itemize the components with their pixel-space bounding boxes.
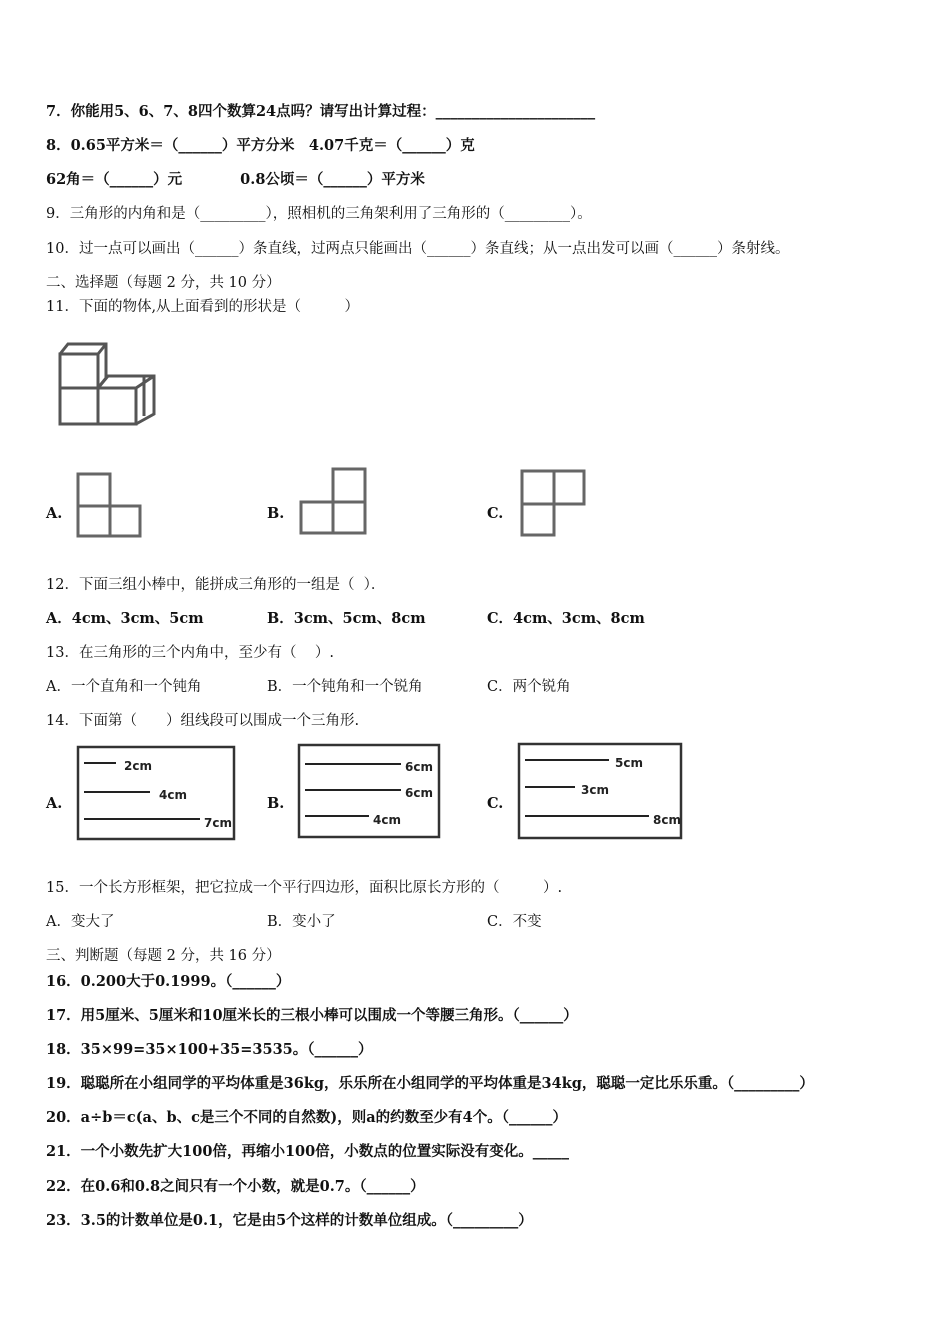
question-16: 16．0.200大于0.1999。（______）	[46, 973, 291, 990]
q11-option-a[interactable]: A.	[46, 505, 63, 522]
question-8-line2: 62角＝（______）元 0.8公顷＝（______）平方米	[46, 171, 425, 188]
q13-option-a[interactable]: A．一个直角和一个钝角	[46, 679, 202, 695]
q11-option-b[interactable]: B.	[267, 505, 285, 522]
question-18: 18．35×99=35×100+35=3535。（______）	[46, 1041, 373, 1058]
q15-option-b[interactable]: B．变小了	[267, 914, 336, 930]
q14-option-a[interactable]: A.	[46, 795, 63, 812]
q11-option-a-shape	[76, 470, 146, 540]
question-13: 13．在三角形的三个内角中，至少有（ ）.	[46, 645, 334, 661]
question-19: 19．聪聪所在小组同学的平均体重是36kg，乐乐所在小组同学的平均体重是34kg，聪聪一定比乐乐重。（_________）	[46, 1075, 814, 1092]
q11-option-c[interactable]: C.	[487, 505, 504, 522]
section-3-heading: 三、判断题（每题 2 分，共 16 分）	[46, 948, 281, 964]
q12-option-c[interactable]: C．4cm、3cm、8cm	[487, 610, 645, 627]
q15-option-c[interactable]: C．不变	[487, 914, 542, 930]
q14-figure-c	[517, 742, 683, 840]
q14-option-b[interactable]: B.	[267, 795, 285, 812]
q13-option-b[interactable]: B．一个钝角和一个锐角	[267, 679, 423, 695]
cube-stack-figure	[54, 336, 164, 431]
question-12: 12．下面三组小棒中，能拼成三角形的一组是（ ）．	[46, 577, 386, 593]
question-20: 20．a÷b＝c(a、b、c是三个不同的自然数)，则a的约数至少有4个。（______）	[46, 1109, 568, 1126]
q14-option-c[interactable]: C.	[487, 795, 504, 812]
q13-option-c[interactable]: C．两个锐角	[487, 679, 571, 695]
q14-b-seg1-label: 6cm	[405, 760, 433, 774]
question-9: 9．三角形的内角和是（_________），照相机的三角架利用了三角形的（_________）。	[46, 206, 592, 222]
q14-a-seg1-label: 2cm	[124, 759, 152, 773]
question-8-line1: 8．0.65平方米＝（______）平方分米 4.07千克＝（______）克	[46, 137, 475, 154]
q14-c-seg2-label: 3cm	[581, 783, 609, 797]
question-10: 10．过一点可以画出（______）条直线，过两点只能画出（______）条直线；从一点出发可以画（______）条射线。	[46, 241, 790, 257]
question-7: 7．你能用5、6、7、8四个数算24点吗？请写出计算过程：______________________	[46, 103, 596, 120]
q14-b-seg2-label: 6cm	[405, 786, 433, 800]
q15-option-a[interactable]: A．变大了	[46, 914, 115, 930]
q12-option-a[interactable]: A．4cm、3cm、5cm	[46, 610, 204, 627]
q14-a-seg3-label: 7cm	[204, 816, 232, 830]
q14-a-seg2-label: 4cm	[159, 788, 187, 802]
q14-c-seg1-label: 5cm	[615, 756, 643, 770]
q14-figure-a	[76, 745, 236, 841]
q14-figure-b	[297, 743, 441, 839]
q11-option-c-shape	[518, 467, 593, 539]
question-23: 23．3.5的计数单位是0.1，它是由5个这样的计数单位组成。（_________）	[46, 1212, 533, 1229]
q12-option-b[interactable]: B．3cm、5cm、8cm	[267, 610, 426, 627]
q14-c-seg3-label: 8cm	[653, 813, 681, 827]
section-2-heading: 二、选择题（每题 2 分，共 10 分）	[46, 275, 281, 291]
question-15: 15．一个长方形框架，把它拉成一个平行四边形，面积比原长方形的（ ）.	[46, 880, 563, 896]
question-17: 17．用5厘米、5厘米和10厘米长的三根小棒可以围成一个等腰三角形。（______）	[46, 1007, 578, 1024]
q11-option-b-shape	[297, 467, 372, 537]
q14-b-seg3-label: 4cm	[373, 813, 401, 827]
question-22: 22．在0.6和0.8之间只有一个小数，就是0.7。（______）	[46, 1178, 425, 1195]
question-14: 14．下面第（ ）组线段可以围成一个三角形.	[46, 713, 360, 729]
question-11: 11．下面的物体,从上面看到的形状是（ ）	[46, 299, 360, 315]
question-21: 21．一个小数先扩大100倍，再缩小100倍，小数点的位置实际没有变化。_____	[46, 1143, 569, 1160]
